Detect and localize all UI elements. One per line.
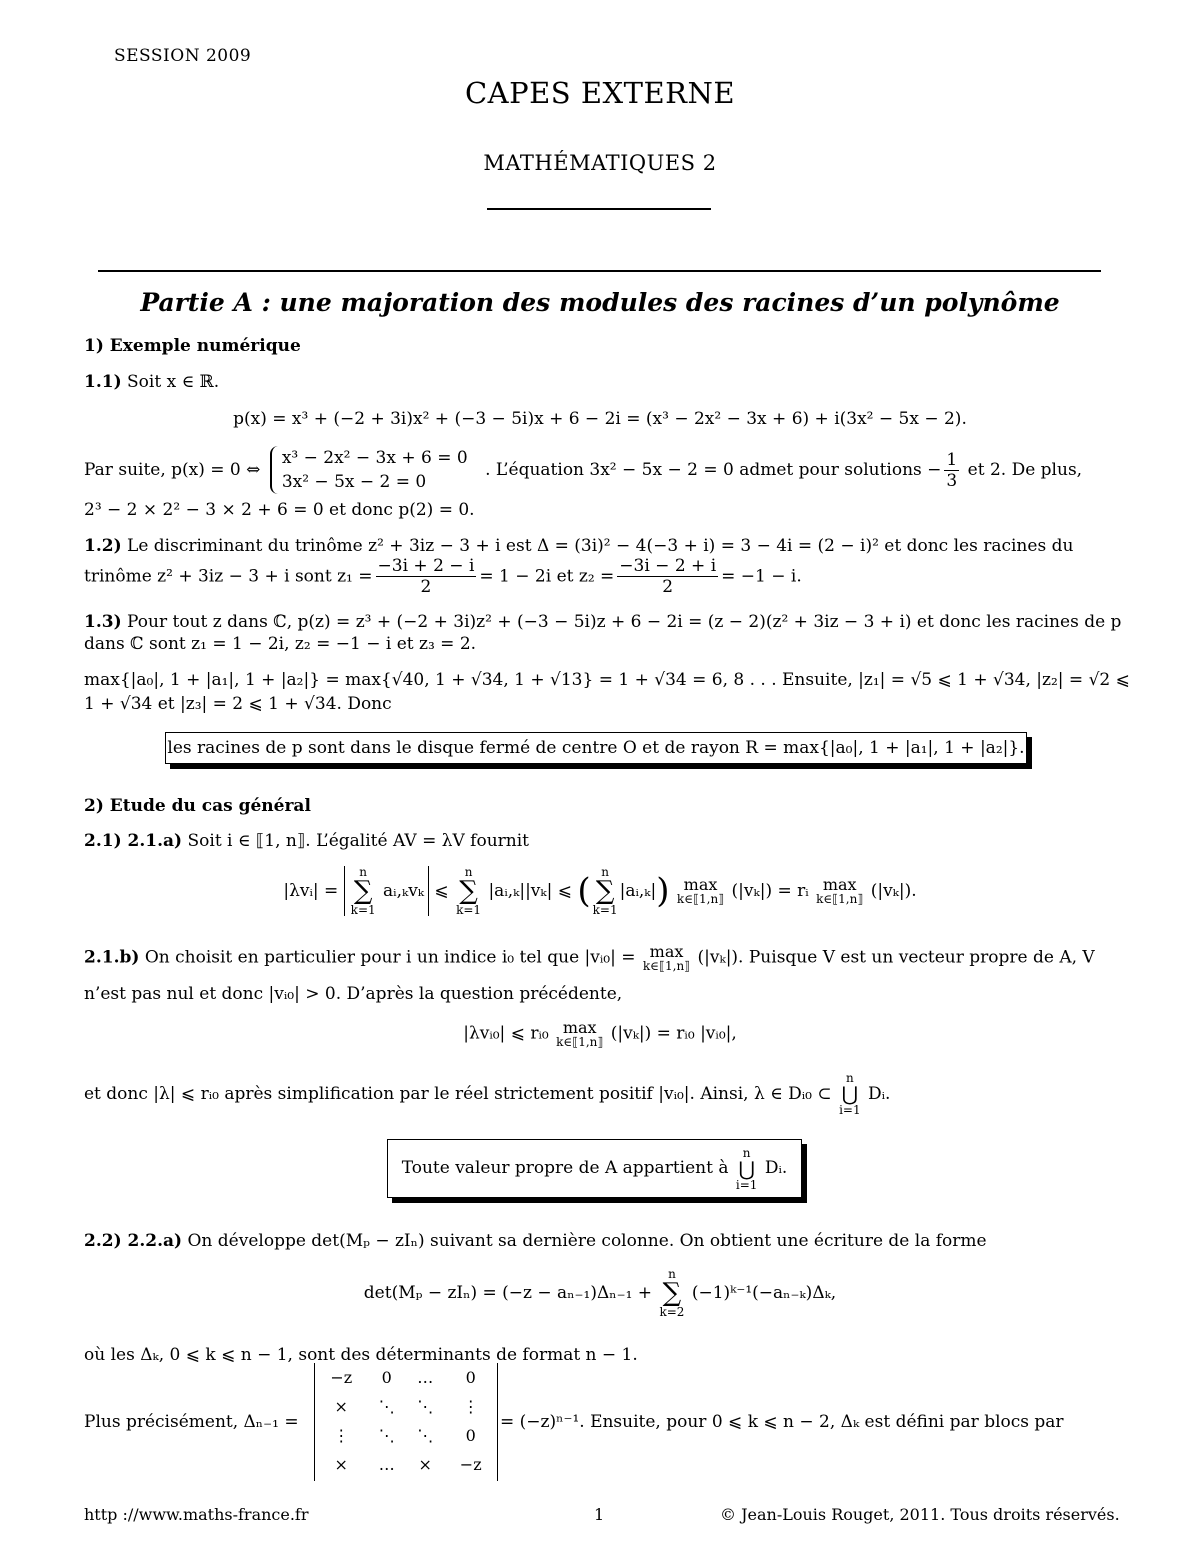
q21b-text1a: On choisit en particulier pour i un indice i₀ tel que |vᵢ₀| = <box>144 947 636 968</box>
eq22-rhs: (−1)ᵏ⁻¹(−aₙ₋ₖ)Δₖ, <box>691 1283 837 1303</box>
eq21b <box>0 1020 1200 1048</box>
par-suite-line <box>84 446 1082 494</box>
z1-fraction <box>376 556 477 597</box>
eq21-sum3-body: |aᵢ,ₖ| <box>619 881 657 901</box>
equation-system <box>270 446 474 494</box>
matrix-cell: 0 <box>465 1368 476 1387</box>
eq21b-a: |λvᵢ₀| ⩽ rᵢ₀ <box>463 1023 549 1044</box>
sum4-top: n <box>668 1267 676 1281</box>
q22-line3a: Plus précisément, Δₙ₋₁ = <box>84 1412 299 1432</box>
matrix-cell: 0 <box>465 1426 476 1445</box>
sum-sign-4: n ∑ k=2 <box>659 1267 685 1319</box>
matrix-cell: −z <box>330 1368 353 1387</box>
matrix-row <box>315 1421 497 1450</box>
eq21b-b: (|vₖ|) = rᵢ₀ |vᵢ₀|, <box>610 1023 737 1044</box>
union2-bot: i=1 <box>735 1177 758 1192</box>
eq21-lhs: |λvᵢ| = <box>283 881 339 901</box>
line-23: 2³ − 2 × 2² − 3 × 2 + 6 = 0 et donc p(2) = 0. <box>84 500 475 520</box>
page-number: 1 <box>594 1505 605 1524</box>
matrix-cell: ⋱ <box>378 1426 395 1445</box>
z1-num: −3i + 2 − i <box>377 556 475 576</box>
after-system-text: . L’équation 3x² − 5x − 2 = 0 admet pour solutions − <box>485 460 942 480</box>
sum-sign-3: n ∑ k=1 <box>592 865 618 917</box>
q11-line <box>84 372 219 392</box>
sum2-bot: k=1 <box>456 903 482 917</box>
max3-word: max <box>649 942 684 961</box>
eq22 <box>0 1268 1200 1318</box>
box2-tail: Dᵢ. <box>764 1158 788 1178</box>
q21b-line3 <box>84 1072 890 1116</box>
q12-text2a: trinôme z² + 3iz − 3 + i sont z₁ = <box>84 566 373 587</box>
q11-label: 1.1) <box>84 372 122 392</box>
matrix-cell: × <box>418 1455 432 1474</box>
sum3-top: n <box>601 865 609 879</box>
q13-label: 1.3) <box>84 612 122 632</box>
max3-sub: k∈⟦1,n⟧ <box>642 959 691 973</box>
q21b-line1 <box>84 944 1095 972</box>
sum4-bot: k=2 <box>659 1305 685 1319</box>
matrix-cell: ⋮ <box>462 1397 479 1416</box>
q21b-label: 2.1.b) <box>84 947 140 968</box>
matrix-cell: … <box>378 1455 395 1474</box>
max-line1: max{|a₀|, 1 + |a₁|, 1 + |a₂|} = max{√40, 1 + √34, 1 + √13} = 1 + √34 = 6, 8 . . . Ensuite, |z₁| = √5 ⩽ 1 + √34, |z₂| = √2 ⩽ <box>84 670 1130 690</box>
box2-text: Toute valeur propre de A appartient à <box>401 1158 729 1178</box>
union-op-1: n ⋃ i=1 <box>839 1071 861 1117</box>
sum-sign-2: n ∑ k=1 <box>456 865 482 917</box>
q12-text1: Le discriminant du trinôme z² + 3iz − 3 + i est Δ = (3i)² − 4(−3 + i) = 3 − 4i = (2 − i)² et donc les racines du <box>127 536 1074 556</box>
z2-fraction <box>617 556 718 597</box>
section-2-heading: 2) Etude du cas général <box>84 796 311 816</box>
matrix-table <box>315 1363 497 1479</box>
page-title: CAPES EXTERNE <box>464 76 736 110</box>
eq21-tail1: (|vₖ|) = rᵢ <box>731 881 809 901</box>
par-suite-text: Par suite, p(x) = 0 ⇔ <box>84 460 261 480</box>
matrix-row <box>315 1363 497 1392</box>
max-op-4 <box>556 1020 603 1048</box>
sum3-bot: k=1 <box>592 903 618 917</box>
result-box-1: les racines de p sont dans le disque fermé de centre O et de rayon R = max{|a₀|, 1 + |a₁|, 1 + |a₂|}. <box>165 732 1027 764</box>
z2-num: −3i − 2 + i <box>619 556 717 576</box>
matrix-cell: ⋱ <box>417 1426 434 1445</box>
q13-line2: dans ℂ sont z₁ = 1 − 2i, z₂ = −1 − i et z₃ = 2. <box>84 634 477 654</box>
matrix-cell: 0 <box>381 1368 392 1387</box>
section-1-heading: 1) Exemple numérique <box>84 336 301 356</box>
system-eq1: x³ − 2x² − 3x + 6 = 0 <box>281 448 468 468</box>
result-box-2 <box>387 1139 802 1198</box>
matrix-cell: ⋱ <box>378 1397 395 1416</box>
eq-p: p(x) = x³ + (−2 + 3i)x² + (−3 − 5i)x + 6 − 2i = (x³ − 2x² − 3x + 6) + i(3x² − 5x − 2). <box>233 409 967 429</box>
matrix-row <box>315 1450 497 1479</box>
eq21-tail2: (|vₖ|). <box>870 881 917 901</box>
eq21: |λvᵢ| = n ∑ k=1 aᵢ,ₖvₖ ⩽ n ∑ k=1 |aᵢ,ₖ||vₖ| ⩽ ( n ∑ k=1 |aᵢ,ₖ|) max k∈⟦1,n⟧ (|vₖ|) = rᵢ max k∈⟦1,n⟧ (|vₖ|). <box>283 865 917 917</box>
matrix-cell: ⋮ <box>333 1426 350 1445</box>
matrix-cell: … <box>417 1368 434 1387</box>
max1-sub: k∈⟦1,n⟧ <box>676 892 725 906</box>
q22-line2: où les Δₖ, 0 ⩽ k ⩽ n − 1, sont des déterminants de format n − 1. <box>84 1345 638 1365</box>
q12-label: 1.2) <box>84 536 122 556</box>
q12-text2c: = −1 − i. <box>721 566 802 587</box>
max-op-2 <box>816 877 863 905</box>
q21b-line2: n’est pas nul et donc |vᵢ₀| > 0. D’après la question précédente, <box>84 984 623 1004</box>
fraction-one-third <box>944 450 959 491</box>
q13-text1: Pour tout z dans ℂ, p(z) = z³ + (−2 + 3i)z² + (−3 − 5i)z + 6 − 2i = (z − 2)(z² + 3iz − 3 + i) et donc les racines de p <box>127 612 1122 632</box>
matrix-cell: × <box>334 1397 348 1416</box>
frac-num: 1 <box>946 449 958 470</box>
matrix-cell: −z <box>459 1455 482 1474</box>
union2-top: n <box>742 1145 751 1160</box>
eq21-mid1: ⩽ <box>434 881 449 901</box>
determinant-matrix <box>314 1363 498 1481</box>
q12-line2 <box>84 556 802 597</box>
footer-url-link[interactable]: http ://www.maths-france.fr <box>84 1505 309 1524</box>
max-line2: 1 + √34 et |z₃| = 2 ⩽ 1 + √34. Donc <box>84 694 392 714</box>
max-op-3 <box>643 944 690 972</box>
section-divider <box>98 270 1101 272</box>
session-label: SESSION 2009 <box>114 46 252 66</box>
eq21-sum1-body: aᵢ,ₖvₖ <box>383 881 425 901</box>
q21-line <box>84 831 529 851</box>
sum1-top: n <box>359 865 368 879</box>
q21-text: Soit i ∈ ⟦1, n⟧. L’égalité AV = λV fournit <box>187 831 529 851</box>
sum1-bot: k=1 <box>350 903 376 917</box>
q21b-text1b: (|vₖ|). Puisque V est un vecteur propre de A, V <box>697 947 1095 968</box>
matrix-cell: ⋱ <box>417 1397 434 1416</box>
q13-line1 <box>84 612 1121 632</box>
frac-den: 3 <box>946 470 958 491</box>
union1-top: n <box>845 1071 854 1085</box>
title-divider <box>487 208 711 210</box>
matrix-cell: × <box>334 1455 348 1474</box>
q21b-text3a: et donc |λ| ⩽ rᵢ₀ après simplification par le réel strictement positif |vᵢ₀|. Ainsi, λ ∈ Dᵢ₀ ⊂ <box>84 1084 832 1104</box>
max2-sub: k∈⟦1,n⟧ <box>816 892 864 906</box>
eq22-lhs: det(Mₚ − zIₙ) = (−z − aₙ₋₁)Δₙ₋₁ + <box>363 1283 653 1303</box>
q12-line1 <box>84 536 1073 556</box>
eq21-sum2-body: |aᵢ,ₖ||vₖ| ⩽ <box>488 881 572 901</box>
sum-sign-1: n ∑ k=1 <box>350 865 376 917</box>
z2-den: 2 <box>662 577 674 597</box>
q21b-text3b: Dᵢ. <box>868 1084 891 1104</box>
eq21-abs-sum <box>344 866 429 916</box>
max4-sub: k∈⟦1,n⟧ <box>556 1035 604 1049</box>
union-op-2: n ⋃ i=1 <box>735 1145 758 1192</box>
max2-word: max <box>822 875 857 894</box>
sum2-top: n <box>464 865 473 879</box>
max1-word: max <box>683 875 718 894</box>
q12-text2b: = 1 − 2i et z₂ = <box>479 566 615 587</box>
union1-bot: i=1 <box>839 1103 861 1117</box>
q22-line1 <box>84 1231 987 1251</box>
page-subtitle: MATHÉMATIQUES 2 <box>483 151 717 175</box>
q22-text: On développe det(Mₚ − zIₙ) suivant sa dernière colonne. On obtient une écriture de la forme <box>187 1231 987 1251</box>
q22-label: 2.2) 2.2.a) <box>84 1231 183 1251</box>
footer-copyright: © Jean-Louis Rouget, 2011. Tous droits réservés. <box>720 1505 1120 1524</box>
max4-word: max <box>562 1018 597 1037</box>
partie-heading: Partie A : une majoration des modules des racines d’un polynôme <box>140 288 1060 317</box>
matrix-row <box>315 1392 497 1421</box>
q11-text: Soit x ∈ ℝ. <box>127 372 220 392</box>
system-eq2: 3x² − 5x − 2 = 0 <box>281 472 427 492</box>
max-op-1 <box>677 877 724 905</box>
q21-label: 2.1) 2.1.a) <box>84 831 183 851</box>
after-frac-text: et 2. De plus, <box>967 460 1083 480</box>
q22-line3b: = (−z)ⁿ⁻¹. Ensuite, pour 0 ⩽ k ⩽ n − 2, Δₖ est défini par blocs par <box>500 1412 1064 1432</box>
z1-den: 2 <box>420 577 432 597</box>
